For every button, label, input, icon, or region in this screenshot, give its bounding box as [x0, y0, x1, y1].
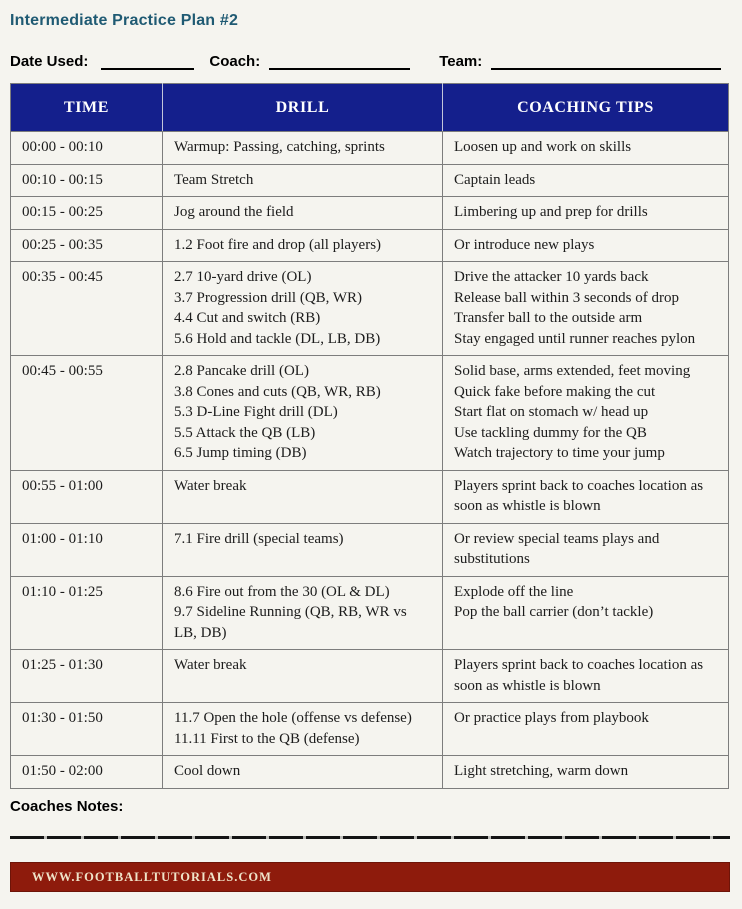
time-cell: 01:00 - 01:10	[11, 523, 163, 576]
time-column-header: TIME	[11, 84, 163, 132]
footer-url-text: WWW.FOOTBALLTUTORIALS.COM	[32, 869, 272, 884]
coaches-notes-blank-line	[10, 836, 730, 839]
table-row	[11, 164, 729, 197]
schedule-body	[11, 132, 729, 789]
drill-cell	[163, 470, 443, 523]
tip-line: Or review special teams plays and substitutions	[454, 530, 660, 567]
drill-line: Jog around the field	[174, 204, 294, 220]
table-row	[11, 229, 729, 262]
table-row	[11, 197, 729, 230]
table-row	[11, 262, 729, 356]
coaches-notes-label: Coaches Notes:	[10, 797, 124, 815]
time-cell: 00:00 - 00:10	[11, 132, 163, 165]
meta-fields-row	[10, 53, 732, 70]
footer-bar	[10, 862, 730, 892]
table-row	[11, 650, 729, 703]
tips-cell	[443, 197, 729, 230]
tip-line: Pop the ball carrier (don’t tackle)	[454, 604, 654, 620]
table-row	[11, 132, 729, 165]
time-cell: 01:50 - 02:00	[11, 756, 163, 789]
table-row	[11, 470, 729, 523]
tips-cell	[443, 756, 729, 789]
tips-cell	[443, 703, 729, 756]
drill-line: 3.8 Cones and cuts (QB, WR, RB)	[174, 383, 381, 400]
time-cell: 00:25 - 00:35	[11, 229, 163, 262]
tip-line: Captain leads	[454, 171, 536, 188]
tips-cell	[443, 229, 729, 262]
tip-line: Drive the attacker 10 yards back	[454, 269, 649, 285]
drill-cell	[163, 703, 443, 756]
tips-cell	[443, 523, 729, 576]
drill-cell	[163, 164, 443, 197]
drill-cell	[163, 756, 443, 789]
tips-cell	[443, 650, 729, 703]
tip-line: Stay engaged until runner reaches pylon	[454, 330, 696, 347]
tips-cell	[443, 164, 729, 197]
tips-cell	[443, 132, 729, 165]
coach-label: Coach:	[209, 53, 261, 70]
drill-line: 6.5 Jump timing (DB)	[174, 445, 307, 461]
tips-cell	[443, 262, 729, 356]
drill-line: Cool down	[174, 763, 241, 779]
table-row	[11, 523, 729, 576]
practice-schedule-table	[10, 83, 729, 789]
drill-cell	[163, 132, 443, 165]
tip-line: Light stretching, warm down	[454, 763, 629, 779]
drill-cell	[163, 650, 443, 703]
tip-line: Players sprint back to coaches location as soon as whistle is blown	[454, 477, 704, 514]
drill-line: 5.5 Attack the QB (LB)	[174, 424, 316, 441]
tips-cell	[443, 356, 729, 471]
tip-line: Limbering up and prep for drills	[454, 204, 648, 220]
drill-cell	[163, 523, 443, 576]
table-header-row	[11, 84, 729, 132]
page-title: Intermediate Practice Plan #2	[10, 12, 239, 29]
date-used-label: Date Used:	[10, 53, 89, 70]
drill-cell	[163, 197, 443, 230]
drill-line: 1.2 Foot fire and drop (all players)	[174, 236, 382, 253]
coaching-tips-column-header: COACHING TIPS	[443, 84, 729, 132]
drill-line: 3.7 Progression drill (QB, WR)	[174, 289, 363, 306]
tip-line: Loosen up and work on skills	[454, 139, 632, 155]
tip-line: Watch trajectory to time your jump	[454, 445, 665, 461]
drill-cell	[163, 356, 443, 471]
time-cell: 00:35 - 00:45	[11, 262, 163, 356]
time-cell: 01:10 - 01:25	[11, 576, 163, 650]
table-row	[11, 356, 729, 471]
drill-line: 2.8 Pancake drill (OL)	[174, 363, 309, 379]
table-row	[11, 703, 729, 756]
tip-line: Transfer ball to the outside arm	[454, 310, 643, 326]
drill-line: 11.7 Open the hole (offense vs defense)	[174, 710, 412, 726]
tip-line: Or introduce new plays	[454, 236, 595, 253]
drill-line: 2.7 10-yard drive (OL)	[174, 269, 312, 285]
tip-line: Explode off the line	[454, 583, 574, 600]
tip-line: Or practice plays from playbook	[454, 710, 649, 726]
time-cell: 01:30 - 01:50	[11, 703, 163, 756]
tips-cell	[443, 576, 729, 650]
drill-line: Water break	[174, 477, 247, 494]
time-cell: 00:10 - 00:15	[11, 164, 163, 197]
drill-line: 9.7 Sideline Running (QB, RB, WR vs LB, DB)	[174, 604, 407, 641]
team-label: Team:	[439, 53, 483, 70]
tip-line: Start flat on stomach w/ head up	[454, 404, 649, 420]
table-row	[11, 756, 729, 789]
time-cell: 00:55 - 01:00	[11, 470, 163, 523]
team-blank-line	[491, 53, 721, 70]
table-row	[11, 576, 729, 650]
drill-line: 8.6 Fire out from the 30 (OL & DL)	[174, 583, 390, 600]
tips-cell	[443, 470, 729, 523]
date-used-blank-line	[101, 53, 194, 70]
tip-line: Solid base, arms extended, feet moving	[454, 363, 691, 379]
drill-line: Team Stretch	[174, 171, 254, 188]
time-cell: 01:25 - 01:30	[11, 650, 163, 703]
drill-cell	[163, 229, 443, 262]
drill-line: 5.3 D-Line Fight drill (DL)	[174, 404, 338, 420]
coach-blank-line	[269, 53, 410, 70]
drill-line: 7.1 Fire drill (special teams)	[174, 530, 344, 547]
drill-line: Warmup: Passing, catching, sprints	[174, 139, 385, 155]
tip-line: Players sprint back to coaches location as soon as whistle is blown	[454, 657, 704, 694]
tip-line: Use tackling dummy for the QB	[454, 424, 647, 441]
drill-cell	[163, 262, 443, 356]
tip-line: Release ball within 3 seconds of drop	[454, 289, 679, 306]
time-cell: 00:15 - 00:25	[11, 197, 163, 230]
drill-cell	[163, 576, 443, 650]
drill-line: 4.4 Cut and switch (RB)	[174, 310, 321, 326]
drill-line: 5.6 Hold and tackle (DL, LB, DB)	[174, 330, 381, 347]
drill-column-header: DRILL	[163, 84, 443, 132]
tip-line: Quick fake before making the cut	[454, 383, 656, 400]
drill-line: Water break	[174, 657, 247, 673]
drill-line: 11.11 First to the QB (defense)	[174, 730, 360, 747]
time-cell: 00:45 - 00:55	[11, 356, 163, 471]
